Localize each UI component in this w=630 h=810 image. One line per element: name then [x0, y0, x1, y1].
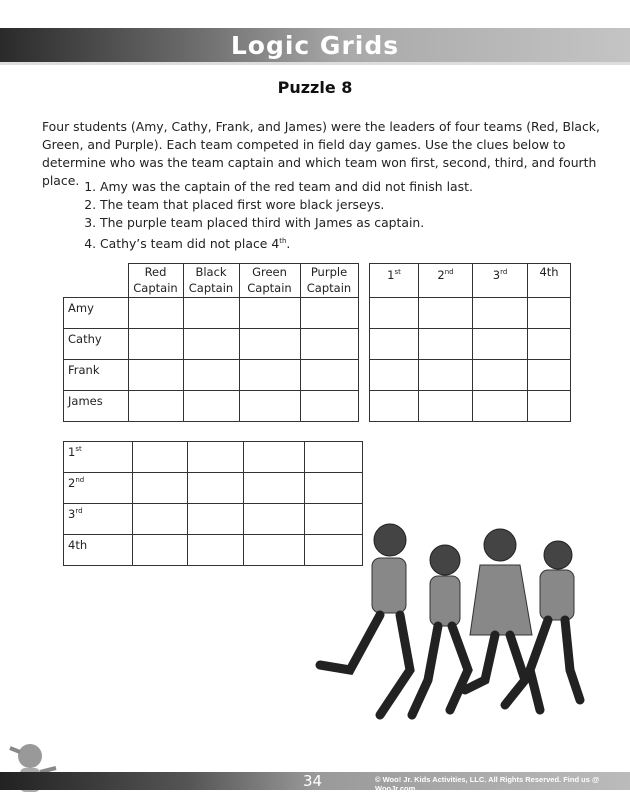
intro-paragraph: Four students (Amy, Cathy, Frank, and James) were the leaders of four teams (Red, Black, Green, and Purple). Each team competed in field day games. Use the clues below to determine who was the team captain and which team won first, second, third, and fourth place.	[42, 119, 600, 188]
table-row	[370, 360, 571, 391]
col-header: Green Captain	[239, 264, 300, 298]
row-label: Frank	[64, 360, 129, 391]
grid-cell[interactable]	[183, 391, 239, 422]
grid-cell[interactable]	[528, 329, 571, 360]
row-label: 2nd	[64, 473, 133, 504]
grid-cell[interactable]	[188, 504, 244, 535]
captain-grid	[63, 263, 359, 422]
clue: 3. The purple team placed third with James as captain.	[100, 214, 473, 232]
table-row	[64, 298, 359, 329]
grid-cell[interactable]	[300, 329, 358, 360]
header-banner	[0, 28, 630, 65]
table-row	[64, 391, 359, 422]
grid-cell[interactable]	[133, 442, 188, 473]
row-label: Cathy	[64, 329, 129, 360]
grid-cell[interactable]	[300, 298, 358, 329]
grid-cell[interactable]	[239, 298, 300, 329]
grid-cell[interactable]	[183, 360, 239, 391]
puzzle-title: Puzzle 8	[277, 78, 353, 97]
grid-cell[interactable]	[133, 535, 188, 566]
grid-cell[interactable]	[133, 504, 188, 535]
page-number: 34	[303, 772, 323, 790]
grid-cell[interactable]	[473, 360, 528, 391]
grid-cell[interactable]	[370, 360, 419, 391]
clue-list	[78, 178, 473, 253]
grid-cell[interactable]	[305, 473, 363, 504]
grid-cell[interactable]	[528, 391, 571, 422]
col-header: 4th	[528, 264, 571, 298]
grid-cell[interactable]	[244, 504, 305, 535]
grid-cell[interactable]	[244, 442, 305, 473]
grid-cell[interactable]	[183, 329, 239, 360]
grid-cell[interactable]	[419, 298, 473, 329]
col-header: 2nd	[419, 264, 473, 298]
grid-cell[interactable]	[128, 360, 183, 391]
row-label: 3rd	[64, 504, 133, 535]
clue: 1. Amy was the captain of the red team and did not finish last.	[100, 178, 473, 196]
grid-cell[interactable]	[419, 329, 473, 360]
col-header: Black Captain	[183, 264, 239, 298]
grid-cell[interactable]	[244, 473, 305, 504]
grid-cell[interactable]	[128, 391, 183, 422]
row-label: James	[64, 391, 129, 422]
place-grid	[369, 263, 571, 422]
grid-cell[interactable]	[370, 329, 419, 360]
footer-bar	[0, 772, 630, 793]
table-row	[370, 391, 571, 422]
table-row	[370, 298, 571, 329]
clue: 2. The team that placed first wore black jerseys.	[100, 196, 473, 214]
row-label: 1st	[64, 442, 133, 473]
col-header: Red Captain	[128, 264, 183, 298]
clue-sup: th	[279, 237, 287, 245]
grid-cell[interactable]	[370, 298, 419, 329]
copyright: © Woo! Jr. Kids Activities, LLC. All Rights Reserved. Find us @ WooJr.com.	[375, 775, 600, 793]
clue-text: Cathy’s team did not place 4	[100, 236, 280, 252]
grid-cell[interactable]	[239, 329, 300, 360]
clue	[100, 232, 473, 253]
grid-cell[interactable]	[473, 391, 528, 422]
grid-cell[interactable]	[528, 298, 571, 329]
grid-cell[interactable]	[300, 391, 358, 422]
table-row	[64, 473, 363, 504]
grid-cell[interactable]	[188, 535, 244, 566]
grid-cell[interactable]	[133, 473, 188, 504]
grid-cell[interactable]	[188, 442, 244, 473]
grid-cell[interactable]	[419, 391, 473, 422]
table-row	[64, 360, 359, 391]
grid-cell[interactable]	[188, 473, 244, 504]
grid-cell[interactable]	[244, 535, 305, 566]
col-header: 3rd	[473, 264, 528, 298]
grid-cell[interactable]	[528, 360, 571, 391]
grid-cell[interactable]	[128, 298, 183, 329]
grid-cell[interactable]	[239, 391, 300, 422]
col-header: 1st	[370, 264, 419, 298]
grid-cell[interactable]	[183, 298, 239, 329]
row-label: 4th	[64, 535, 133, 566]
grid-cell[interactable]	[370, 391, 419, 422]
col-header: Purple Captain	[300, 264, 358, 298]
page-title: Logic Grids	[230, 31, 400, 60]
clue-end: .	[286, 236, 291, 252]
table-row	[64, 329, 359, 360]
running-kids-illustration	[300, 520, 590, 734]
table-row	[64, 442, 363, 473]
table-row	[370, 329, 571, 360]
grid-cell[interactable]	[300, 360, 358, 391]
grid-cell[interactable]	[239, 360, 300, 391]
grid-cell[interactable]	[473, 329, 528, 360]
grid-cell[interactable]	[128, 329, 183, 360]
corner	[64, 264, 129, 298]
row-label: Amy	[64, 298, 129, 329]
grid-cell[interactable]	[473, 298, 528, 329]
grid-cell[interactable]	[419, 360, 473, 391]
grid-cell[interactable]	[305, 442, 363, 473]
